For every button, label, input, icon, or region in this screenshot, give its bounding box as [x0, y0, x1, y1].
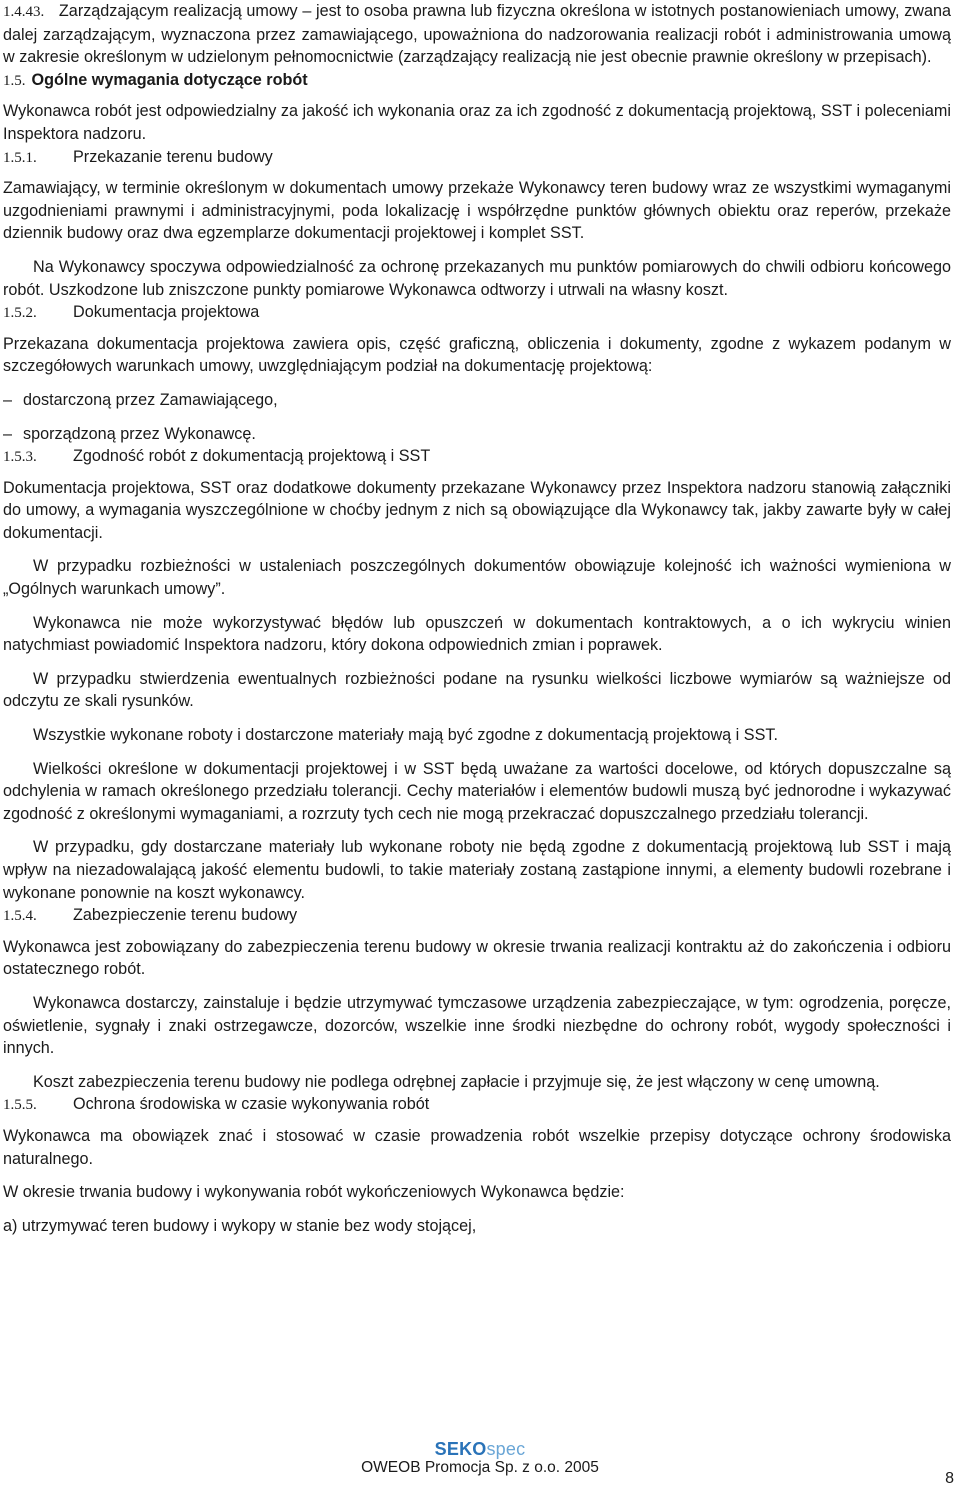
paragraph: Wykonawca jest zobowiązany do zabezpieczenia terenu budowy w okresie trwania realizacji kontraktu aż do zakończenia i odbioru ostatecznego robót.	[3, 937, 951, 979]
paragraph: Wykonawca robót jest odpowiedzialny za jakość ich wykonania oraz za ich zgodność z dokumentacją projektową, SST i poleceniami Inspektora nadzoru.	[3, 102, 951, 143]
paragraph: Dokumentacja projektowa, SST oraz dodatkowe dokumenty przekazane Wykonawcy przez Inspektora nadzoru stanowią załączniki do umowy, a wymagania wyszczególnione w choćby jednym z nich są obowiązujące dla Wykonawcy tak, jakby zawarte były w całej dokumentacji.	[3, 478, 951, 542]
paragraph: W przypadku rozbieżności w ustaleniach poszczególnych dokumentów obowiązuje kolejność ich ważności wymieniona w „Ogólnych warunkach umowy”.	[3, 557, 951, 599]
paragraph-text: Zarządzającym realizacją umowy – jest to osoba prawna lub fizyczna określona w istotnych postanowieniach umowy, zwana dalej zarządzającym, wyznaczona przez zamawiającego, upoważniona do nadzorowania realizacji robót i administrowania umową w zakresie określonym w udzielonym pełnomocnictwie (zarządzający realizacją nie jest obecnie prawnie określony w przepisach).	[3, 2, 951, 67]
paragraph: W przypadku, gdy dostarczane materiały lub wykonane roboty nie będą zgodne z dokumentacją projektową lub SST i mają wpływ na niezadowalającą jakość elementu budowli, to takie materiały zostaną zastąpione innymi, a elementy budowli rozebrane i wykonane ponownie na koszt wykonawcy.	[3, 838, 951, 902]
paragraph: W okresie trwania budowy i wykonywania robót wykończeniowych Wykonawca będzie:	[3, 1183, 625, 1202]
paragraph: Koszt zabezpieczenia terenu budowy nie podlega odrębnej zapłacie i przyjmuje się, że jest włączony w cenę umowną.	[33, 1072, 880, 1091]
footer-text: OWEOB Promocja Sp. z o.o. 2005	[361, 1459, 599, 1476]
logo-text-primary: SEKO	[434, 1439, 487, 1459]
list-item-text: dostarczoną przez Zamawiającego,	[23, 390, 278, 409]
paragraph: Wielkości określone w dokumentacji projektowej i w SST będą uważane za wartości docelowe, od których dopuszczalne są odchylenia w ramach określonego przedziału tolerancji. Cechy materiałów i elementów budowli muszą być jednorodne i wykazywać zgodność z określonymi wymaganiami, a rozrzuty tych cech nie mogą przekraczać dopuszczalnego przedziału tolerancji.	[3, 759, 951, 823]
paragraph: Na Wykonawcy spoczywa odpowiedzialność za ochronę przekazanych mu punktów pomiarowych do chwili odbioru końcowego robót. Uszkodzone lub zniszczone punkty pomiarowe Wykonawca odtworzy i utrwali na własny koszt.	[3, 257, 951, 299]
section-number: 1.5.5.	[3, 1097, 37, 1114]
section-heading-1-5	[3, 69, 951, 93]
section-number: 1.5.3.	[3, 449, 37, 466]
section-number: 1.5.	[3, 72, 26, 89]
section-title: Przekazanie terenu budowy	[73, 147, 273, 166]
paragraph: Zamawiający, w terminie określonym w dokumentach umowy przekaże Wykonawcy teren budowy wraz ze wszystkimi wymaganymi uzgodnieniami prawnymi i administracyjnymi, poda lokalizację i współrzędne punktów głównych obiektu oraz reperów, przekaże dziennik budowy oraz dwa egzemplarze dokumentacji projektowej i komplet SST.	[3, 179, 951, 243]
section-number: 1.5.2.	[3, 305, 37, 322]
section-heading-1-5-5	[3, 1093, 951, 1117]
list-item-text: sporządzoną przez Wykonawcę.	[23, 424, 256, 443]
paragraph-1-4-43	[3, 0, 951, 69]
document-page	[3, 0, 951, 1237]
page-number: 8	[945, 1470, 954, 1487]
paragraph: W przypadku stwierdzenia ewentualnych rozbieżności podane na rysunku wielkości liczbowe wymiarów są ważniejsze od odczytu ze skali rysunków.	[3, 669, 951, 711]
paragraph: Przekazana dokumentacja projektowa zawiera opis, część graficzną, obliczenia i dokumenty, zgodne z wykazem podanym w szczegółowych warunkach umowy, uwzględniającym podział na dokumentację projektową:	[3, 334, 951, 376]
list-item	[3, 423, 951, 446]
section-heading-1-5-3	[3, 445, 951, 469]
paragraph: Wszystkie wykonane roboty i dostarczone materiały mają być zgodne z dokumentacją projektową i SST.	[33, 726, 778, 745]
list-item	[3, 389, 951, 412]
paragraph: Wykonawca nie może wykorzystywać błędów lub opuszczeń w dokumentach kontraktowych, a o ich wykryciu winien natychmiast powiadomić Inspektora nadzoru, który dokona odpowiednich zmian i poprawek.	[3, 613, 951, 655]
section-heading-1-5-1	[3, 146, 951, 170]
section-title: Zgodność robót z dokumentacją projektową i SST	[73, 447, 431, 466]
list-item: a) utrzymywać teren budowy i wykopy w stanie bez wody stojącej,	[3, 1216, 477, 1235]
section-title: Ogólne wymagania dotyczące robót	[31, 70, 308, 89]
section-title: Dokumentacja projektowa	[73, 303, 260, 322]
section-heading-1-5-2	[3, 301, 951, 325]
dash-bullet: –	[3, 390, 13, 409]
section-title: Ochrona środowiska w czasie wykonywania robót	[73, 1095, 430, 1114]
section-number: 1.4.43.	[3, 4, 45, 20]
company-logo	[0, 1439, 960, 1459]
logo-text-secondary: spec	[486, 1439, 526, 1459]
paragraph: Wykonawca dostarczy, zainstaluje i będzie utrzymywać tymczasowe urządzenia zabezpieczające, w tym: ogrodzenia, poręcze, oświetlenie, sygnały i znaki ostrzegawcze, dozorców, wszelkie inne środki niezbędne do ochrony robót, wygody społeczności i innych.	[3, 993, 951, 1058]
dash-bullet: –	[3, 424, 13, 443]
section-heading-1-5-4	[3, 904, 951, 928]
section-number: 1.5.4.	[3, 908, 37, 925]
section-number: 1.5.1.	[3, 149, 37, 166]
page-footer	[0, 1439, 960, 1478]
paragraph: Wykonawca ma obowiązek znać i stosować w czasie prowadzenia robót wszelkie przepisy dotyczące ochrony środowiska naturalnego.	[3, 1126, 951, 1168]
section-title: Zabezpieczenie terenu budowy	[73, 906, 298, 925]
